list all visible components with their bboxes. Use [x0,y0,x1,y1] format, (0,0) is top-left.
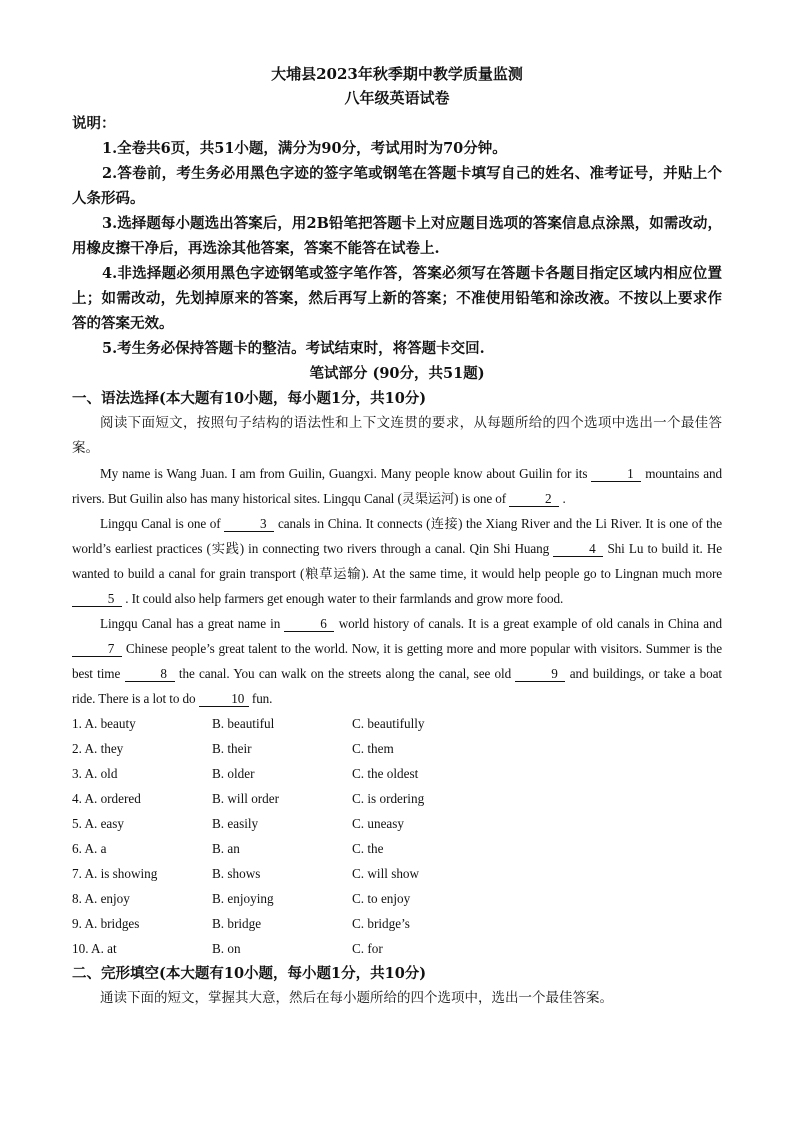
blank-7: 7 [72,642,122,657]
option-b: B. easily [212,816,259,831]
option-c: C. for [352,941,383,956]
passage-text: Lingqu Canal has a great name in [100,616,285,631]
passage-text: world history of canals. It is a great example of old canals in China and [334,616,722,631]
option-row [72,836,722,861]
option-c: C. will show [352,866,420,881]
option-b: B. enjoying [212,891,274,906]
passage-paragraph-1 [72,461,722,511]
note-item-2: 2.答卷前，考生务必用黑色字迹的签字笔或钢笔在答题卡填写自己的姓名、准考证号，并贴上个人条形码。 [72,165,722,207]
option-b: B. their [212,741,252,756]
option-row [72,886,722,911]
option-c: C. the oldest [352,766,419,781]
option-b: B. an [212,841,240,856]
blank-6: 6 [284,617,334,632]
option-row [72,861,722,886]
part-title: 笔试部分 (90分，共51题) [309,365,485,382]
option-row [72,811,722,836]
passage-text: Lingqu Canal is one of [100,516,225,531]
exam-page [72,62,722,1011]
option-row [72,761,722,786]
passage-text: . [559,491,566,506]
option-c: C. them [352,741,394,756]
passage-text: . It could also help farmers get enough water to their farmlands and grow more food. [122,591,564,606]
passage-text: and buildings, or take a boat ride. There is a lot to do [72,666,722,706]
option-row [72,736,722,761]
section1-heading: 一、语法选择(本大题有10小题，每小题1分，共10分) [72,390,427,407]
passage-text: fun. [248,691,273,706]
option-a: 5. A. easy [72,816,125,831]
option-c: C. the [352,841,384,856]
passage-text: the canal. You can walk on the streets along the canal, see old [174,666,516,681]
blank-2: 2 [509,492,559,507]
note-item-4: 4.非选择题必须用黑色字迹钢笔或签字笔作答，答案必须写在答题卡各题目指定区域内相应位置上；如需改动，先划掉原来的答案，然后再写上新的答案；不准使用铅笔和涂改液。不按以上要求作答的答案无效。 [72,265,722,332]
passage-paragraph-3 [72,611,722,711]
blank-8: 8 [125,667,175,682]
option-b: B. beautiful [212,716,275,731]
option-c: C. is ordering [352,791,425,806]
options-list [72,711,722,961]
option-c: C. beautifully [352,716,425,731]
option-a: 10. A. at [72,941,117,956]
section1-instruction: 阅读下面短文，按照句子结构的语法性和上下文连贯的要求，从每题所给的四个选项中选出一个最佳答案。 [72,415,722,456]
passage-text: mountains and rivers. But Guilin also has many historical sites. Lingqu Canal (灵渠运河) is one of [72,466,723,506]
blank-1: 1 [591,467,641,482]
notes-heading: 说明： [72,115,116,132]
option-b: B. will order [212,791,280,806]
option-a: 3. A. old [72,766,118,781]
note-item-1: 1.全卷共6页，共51小题，满分为90分，考试用时为70分钟。 [102,140,507,157]
blank-3: 3 [224,517,274,532]
option-c: C. uneasy [352,816,405,831]
option-a: 4. A. ordered [72,791,141,806]
passage-text: canals in China. It connects (连接) the Xiang River and the Li River. It is one of the world’s earliest practices (实践) in connecting two rivers through a canal. Qin Shi Huang [72,516,722,556]
exam-title: 大埔县2023年秋季期中教学质量监测 [271,65,523,83]
option-b: B. on [212,941,241,956]
note-item-3: 3.选择题每小题选出答案后，用2B铅笔把答题卡上对应题目选项的答案信息点涂黑，如需改动，用橡皮擦干净后，再选涂其他答案，答案不能答在试卷上. [72,215,722,257]
option-a: 2. A. they [72,741,124,756]
blank-4: 4 [553,542,603,557]
option-a: 1. A. beauty [72,716,136,731]
option-c: C. bridge’s [352,916,410,931]
option-row [72,911,722,936]
option-b: B. older [212,766,255,781]
exam-subtitle: 八年级英语试卷 [344,89,450,107]
option-a: 6. A. a [72,841,107,856]
section2-heading: 二、完形填空(本大题有10小题，每小题1分，共10分) [72,965,427,982]
option-a: 7. A. is showing [72,866,158,881]
option-a: 8. A. enjoy [72,891,130,906]
blank-10: 10 [199,692,249,707]
passage-text: Chinese people’s great talent to the world. Now, it is getting more and more popular with visitors. Summer is the best time [72,641,722,681]
note-item-5: 5.考生务必保持答题卡的整洁。考试结束时，将答题卡交回. [102,340,485,357]
option-c: C. to enjoy [352,891,411,906]
option-row [72,936,722,961]
option-b: B. shows [212,866,261,881]
blank-9: 9 [515,667,565,682]
passage-text: Shi Lu to build it. He wanted to build a canal for grain transport (粮草运输). At the same time, it would help people go to Lingnan much more [72,541,722,581]
option-a: 9. A. bridges [72,916,140,931]
option-b: B. bridge [212,916,262,931]
option-row [72,711,722,736]
section2-instruction: 通读下面的短文，掌握其大意，然后在每小题所给的四个选项中，选出一个最佳答案。 [100,990,613,1006]
blank-5: 5 [72,592,122,607]
option-row [72,786,722,811]
passage-text: My name is Wang Juan. I am from Guilin, Guangxi. Many people know about Guilin for its [100,466,592,481]
passage-paragraph-2 [72,511,722,611]
